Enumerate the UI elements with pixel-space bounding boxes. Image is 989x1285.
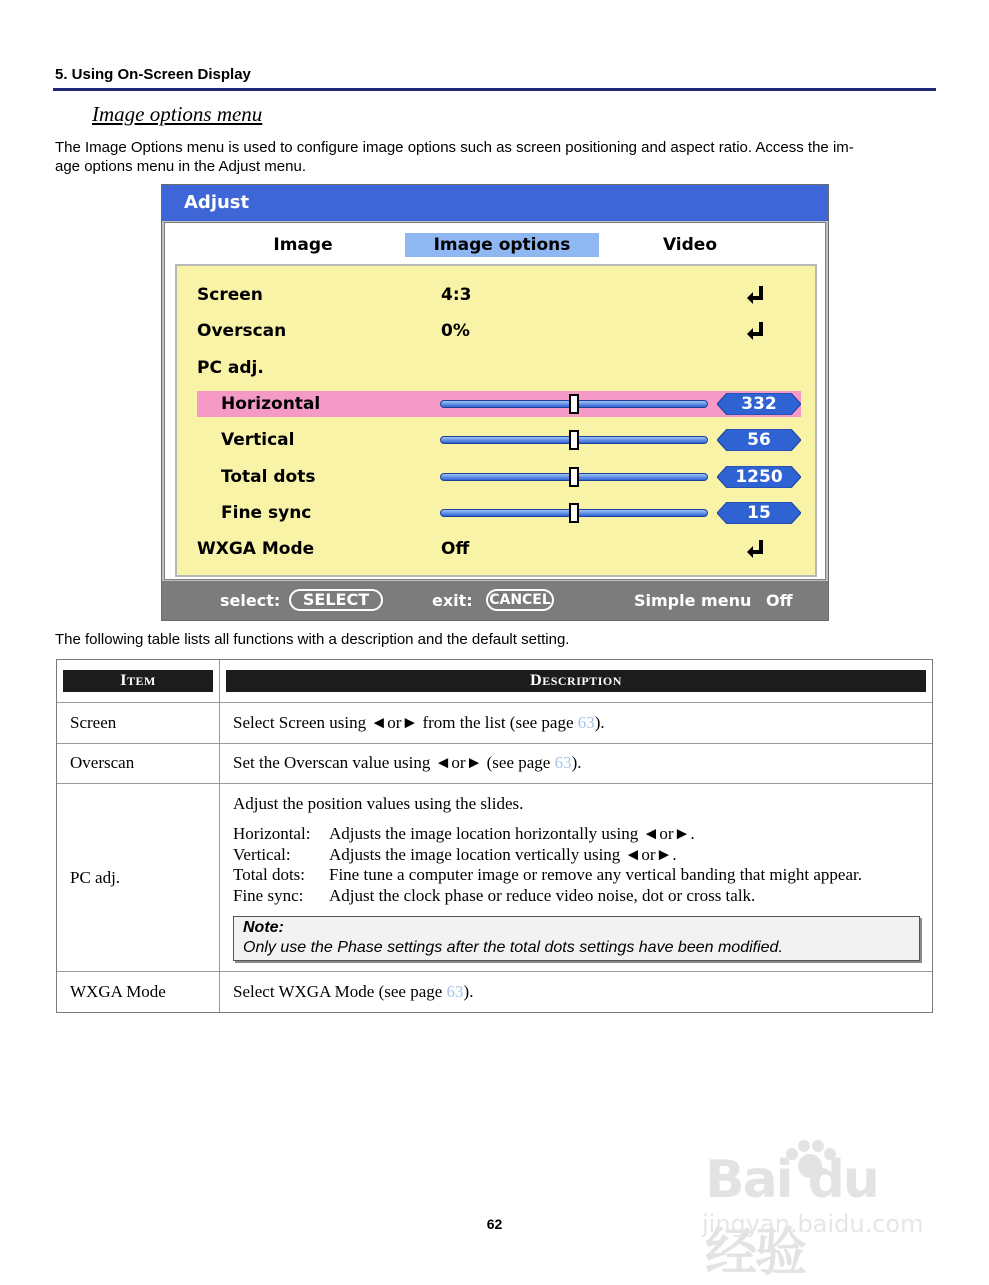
section-heading: 5. Using On-Screen Display [55, 66, 251, 83]
value-badge [717, 429, 801, 451]
term-text: Adjusts the image location horizontally using ◄or►. [329, 824, 695, 843]
value-badge [717, 393, 801, 415]
tab-video[interactable]: Video [662, 235, 718, 255]
slider-thumb[interactable] [569, 430, 579, 450]
osd-row-vertical[interactable] [197, 427, 801, 453]
table-cell-description [233, 982, 473, 1002]
tab-image-options[interactable]: Image options [405, 233, 599, 257]
table-cell-item: Overscan [70, 753, 135, 772]
slider-thumb[interactable] [569, 503, 579, 523]
enter-icon[interactable] [745, 320, 767, 342]
term-label: Total dots: [233, 865, 306, 884]
description-text: Set the Overscan value using ◄or► (see page [233, 753, 555, 772]
footer-select-label: select: [220, 591, 281, 610]
osd-row-label: Total dots [221, 467, 316, 487]
osd-row-horizontal[interactable] [197, 391, 801, 417]
term-label: Fine sync: [233, 885, 304, 905]
osd-row-total-dots[interactable] [197, 464, 801, 490]
watermark-url: jingyan.baidu.com [702, 1210, 924, 1238]
osd-title-bar [162, 185, 828, 221]
intro-line-2: age options menu in the Adjust menu. [55, 158, 307, 175]
osd-settings-panel [175, 264, 817, 577]
osd-row-label: WXGA Mode [197, 539, 315, 559]
osd-row-label: Horizontal [221, 394, 321, 414]
header-item [63, 670, 213, 692]
term-text: Adjusts the image location vertically using ◄or►. [329, 844, 677, 864]
term-label: Horizontal: [233, 824, 311, 843]
value-badge-text: 1250 [735, 467, 783, 487]
table-cell-description [233, 753, 582, 773]
osd-row-screen[interactable] [197, 282, 801, 308]
description-text: Select WXGA Mode (see page [233, 982, 447, 1001]
osd-row-value: 4:3 [441, 285, 472, 305]
osd-row-value: Off [441, 539, 470, 559]
header-description [226, 670, 926, 692]
header-item-rest: TEM [126, 674, 156, 688]
osd-row-overscan[interactable] [197, 318, 801, 344]
description-text: ). [594, 713, 605, 732]
slider-thumb[interactable] [569, 394, 579, 414]
value-badge-text: 56 [747, 430, 771, 450]
page-link[interactable]: 63 [577, 713, 595, 732]
osd-row-label: Vertical [221, 430, 295, 450]
osd-row-value: 0% [441, 321, 470, 341]
pcadj-intro: Adjust the position values using the slides. [233, 794, 524, 813]
osd-row-fine-sync[interactable] [197, 500, 801, 526]
intro-line-1: The Image Options menu is used to configure image options such as screen positioning and aspect ratio. Access the im- [55, 139, 854, 156]
value-badge-text: 15 [747, 503, 771, 523]
row-divider [57, 743, 932, 744]
table-caption: The following table lists all functions with a description and the default setting. [55, 631, 570, 648]
note-box [233, 916, 920, 961]
table-cell-description [233, 713, 605, 733]
page-link[interactable]: 63 [554, 753, 572, 772]
osd-row-pc-adj [197, 355, 801, 381]
term-row [233, 865, 862, 886]
term-row [233, 886, 862, 907]
page-number: 62 [486, 1216, 503, 1232]
osd-row-label: PC adj. [197, 358, 264, 378]
header-description-initial: D [530, 672, 543, 689]
note-text: Only use the Phase settings after the total dots settings have been modified. [243, 939, 783, 956]
watermark-word: Bai du 经验 [705, 1150, 878, 1283]
tab-image[interactable]: Image [273, 235, 333, 255]
header-description-rest: ESCRIPTION [542, 674, 622, 688]
description-text: ). [571, 753, 582, 772]
header-item-initial: I [120, 672, 127, 689]
watermark [700, 1140, 940, 1283]
description-text: Select Screen using ◄or► from the list (see page [233, 713, 578, 732]
row-divider [57, 783, 932, 784]
description-text: ). [463, 982, 474, 1001]
term-label: Vertical: [233, 844, 291, 864]
enter-icon[interactable] [745, 538, 767, 560]
osd-row-wxga-mode[interactable] [197, 536, 801, 562]
select-key-badge: SELECT [289, 589, 383, 611]
column-divider [219, 660, 220, 1012]
osd-row-label: Screen [197, 285, 263, 305]
pcadj-term-list [233, 824, 862, 906]
value-badge-text: 332 [741, 394, 777, 414]
osd-row-label: Fine sync [221, 503, 312, 523]
term-text: Fine tune a computer image or remove any vertical banding that might appear. [329, 865, 862, 884]
intro-paragraph [55, 138, 925, 176]
osd-title: Adjust [184, 192, 250, 213]
term-row [233, 824, 862, 845]
osd-screenshot [161, 184, 829, 621]
header-rule [53, 88, 936, 91]
cancel-key-badge: CANCEL [486, 589, 554, 611]
table-cell-item: PC adj. [70, 868, 121, 887]
value-badge [717, 502, 801, 524]
osd-body [164, 222, 826, 580]
row-divider [57, 971, 932, 972]
simple-menu-label[interactable]: Simple menu [634, 591, 752, 610]
table-cell-item: WXGA Mode [70, 982, 166, 1001]
row-divider [57, 702, 932, 703]
osd-row-label: Overscan [197, 321, 287, 341]
note-title: Note: [243, 919, 284, 936]
value-badge [717, 466, 801, 488]
osd-footer [162, 581, 828, 620]
term-row [233, 845, 862, 866]
term-text: Adjust the clock phase or reduce video noise, dot or cross talk. [329, 885, 756, 905]
enter-icon[interactable] [745, 284, 767, 306]
footer-exit-label: exit: [432, 591, 473, 610]
page-link[interactable]: 63 [446, 982, 464, 1001]
table-cell-item: Screen [70, 713, 117, 732]
simple-menu-value: Off [766, 591, 793, 610]
subsection-title: Image options menu [92, 102, 263, 126]
slider-thumb[interactable] [569, 467, 579, 487]
